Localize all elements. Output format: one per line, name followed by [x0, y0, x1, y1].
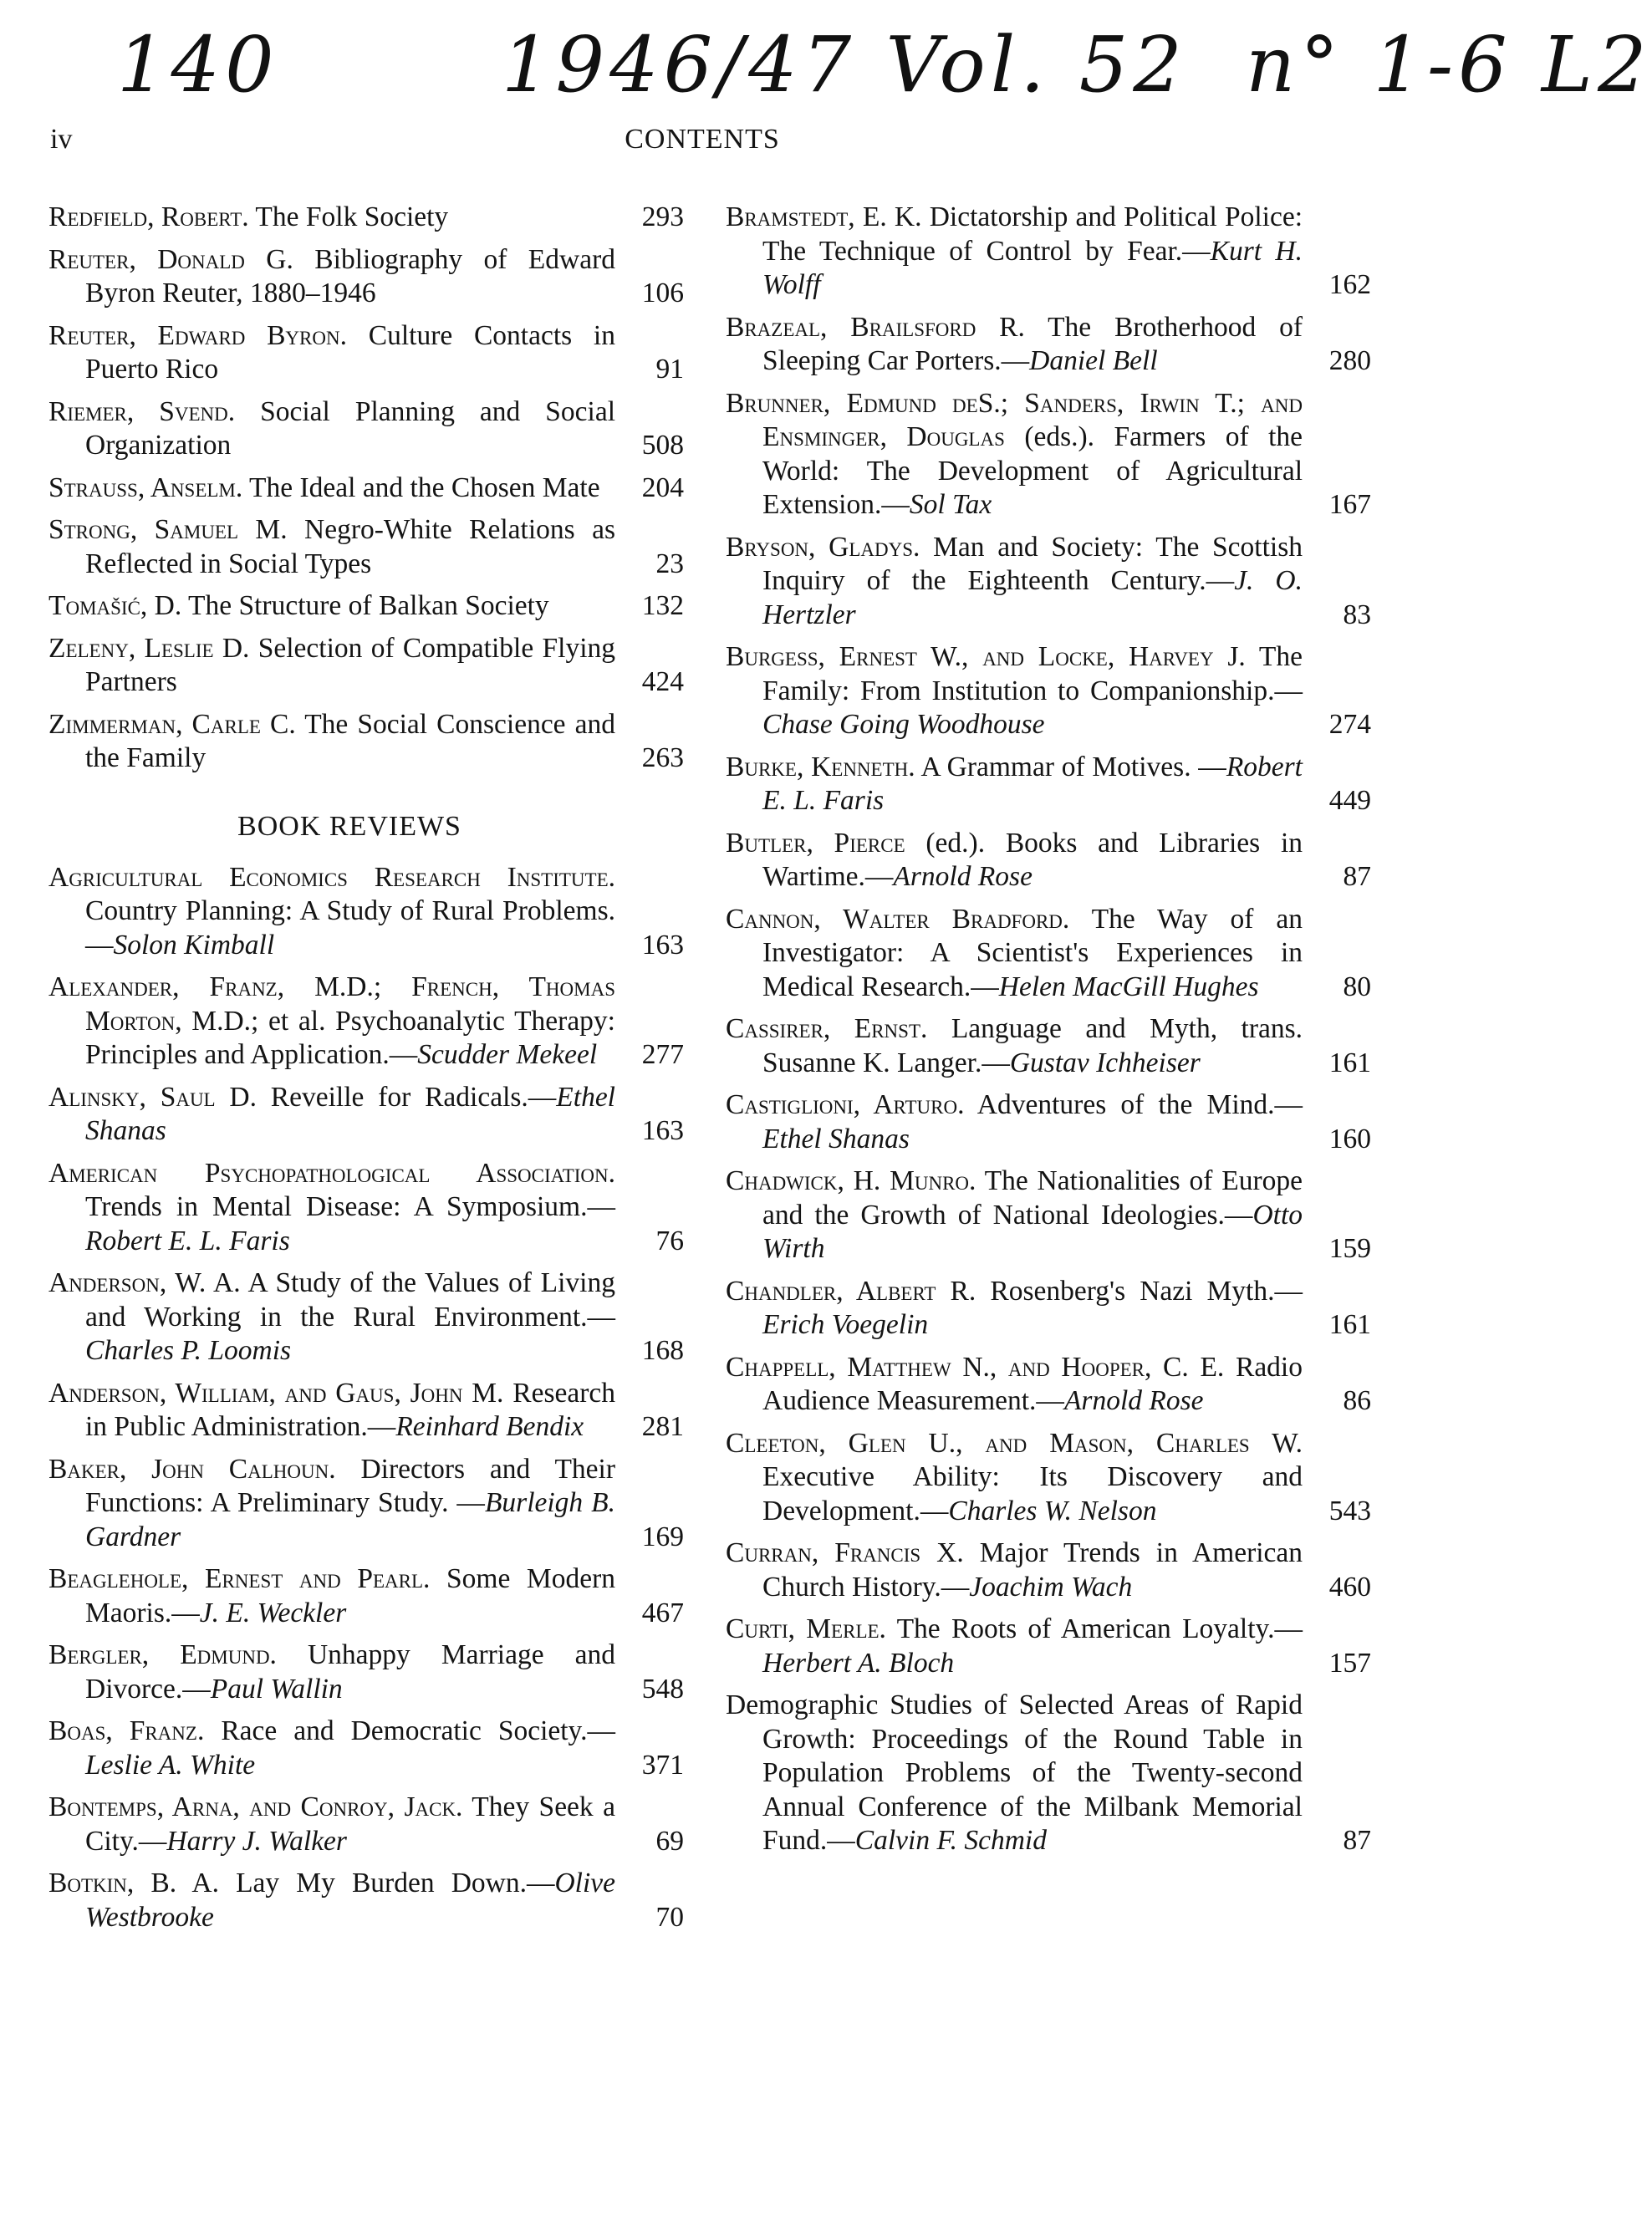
- entry-page-number: 80: [1343, 971, 1371, 1002]
- toc-entry: [726, 311, 1371, 379]
- toc-entry: [726, 640, 1371, 742]
- entry-author: Botkin, B. A.: [48, 1868, 219, 1898]
- entry-title: The Family: From Institution to Companionship.—: [762, 641, 1303, 706]
- toc-entry: [48, 1266, 684, 1368]
- entry-reviewer: Helen MacGill Hughes: [998, 971, 1259, 1002]
- entry-title: Culture Contacts in Puerto Rico: [85, 319, 615, 385]
- toc-entry: [48, 201, 684, 235]
- entry-page-number: 162: [1328, 269, 1371, 300]
- entry-page-number: 293: [641, 201, 684, 232]
- toc-entry: [48, 471, 684, 506]
- toc-entry: [726, 1165, 1371, 1266]
- entry-page-number: 371: [641, 1749, 684, 1781]
- entry-title: Trends in Mental Disease: A Symposium.—: [85, 1191, 615, 1222]
- entry-page-number: 467: [641, 1597, 684, 1628]
- toc-entry: [726, 1275, 1371, 1343]
- toc-entry: [726, 1012, 1371, 1080]
- toc-entry: [726, 1351, 1371, 1419]
- entry-reviewer: Harry J. Walker: [166, 1825, 347, 1857]
- entry-title: Directors and Their Functions: A Preliminary Study. —: [85, 1453, 616, 1518]
- entry-page-number: 160: [1328, 1123, 1371, 1154]
- entry-reviewer: Reinhard Bendix: [395, 1411, 584, 1442]
- entry-title: They Seek a City.—: [85, 1791, 615, 1857]
- entry-page-number: 23: [655, 548, 684, 579]
- entry-reviewer: Erich Voegelin: [762, 1309, 929, 1340]
- toc-entry: [48, 1867, 684, 1934]
- entry-author: Bryson, Gladys.: [726, 531, 920, 563]
- toc-entry: [726, 1537, 1371, 1604]
- entry-reviewer: Robert E. L. Faris: [762, 751, 1303, 816]
- entry-author: Baker, John Calhoun.: [48, 1453, 336, 1485]
- entry-page-number: 280: [1328, 345, 1371, 376]
- entry-title: The Social Conscience and the Family: [85, 708, 615, 773]
- entry-title: Executive Ability: Its Discovery and Development.—: [762, 1461, 1303, 1526]
- handwritten-annotation: [117, 15, 1652, 115]
- entry-author: Brazeal, Brailsford R.: [726, 311, 1025, 343]
- entry-page-number: 86: [1343, 1385, 1371, 1416]
- entry-author: Zimmerman, Carle C.: [48, 708, 296, 740]
- toc-entry: [48, 1377, 684, 1445]
- toc-entry: [48, 861, 684, 963]
- entry-reviewer: Chase Going Woodhouse: [762, 709, 1045, 740]
- entry-page-number: 159: [1328, 1233, 1371, 1264]
- entry-page-number: 91: [655, 354, 684, 385]
- entry-page-number: 106: [641, 278, 684, 308]
- entry-page-number: 70: [655, 1901, 684, 1933]
- entry-author: Zeleny, Leslie D.: [48, 632, 250, 664]
- entry-reviewer: Charles W. Nelson: [948, 1495, 1157, 1526]
- toc-entry: [726, 1689, 1371, 1858]
- toc-entry: [48, 589, 684, 624]
- entry-author: Boas, Franz.: [48, 1715, 205, 1746]
- review-list: [726, 201, 1371, 1858]
- entry-title: Some Modern Maoris.—: [85, 1563, 615, 1628]
- toc-entry: [48, 243, 684, 311]
- entry-author: Bergler, Edmund.: [48, 1639, 277, 1670]
- entry-author: Curti, Merle.: [726, 1613, 886, 1644]
- entry-title: Unhappy Marriage and Divorce.—: [85, 1639, 616, 1705]
- entry-title: Reveille for Radicals.—: [270, 1081, 557, 1113]
- entry-title: Language and Myth, trans. Susanne K. Langer.—: [762, 1013, 1303, 1078]
- entry-author: Burke, Kenneth.: [726, 751, 915, 782]
- entry-reviewer: Leslie A. White: [85, 1749, 256, 1781]
- entry-reviewer: Charles P. Loomis: [85, 1335, 292, 1366]
- entry-title: Selection of Compatible Flying Partners: [85, 632, 615, 697]
- entry-page-number: 263: [641, 742, 684, 773]
- entry-reviewer: Olive Westbrooke: [85, 1868, 615, 1933]
- entry-title: (eds.). Farmers of the World: The Development of Agricultural Extension.—: [762, 421, 1303, 520]
- toc-entry: [726, 387, 1371, 522]
- entry-reviewer: Joachim Wach: [969, 1571, 1133, 1603]
- running-head: [50, 124, 1354, 166]
- entry-title: Research in Public Administration.—: [85, 1377, 615, 1442]
- toc-entry: [726, 201, 1371, 303]
- entry-author: Reuter, Donald G.: [48, 243, 293, 275]
- toc-entry: [48, 1081, 684, 1149]
- entry-author: Brunner, Edmund deS.; Sanders, Irwin T.; and Ensminger, Douglas: [726, 387, 1303, 452]
- entry-page-number: 424: [641, 666, 684, 697]
- entry-author: Chandler, Albert R.: [726, 1275, 976, 1307]
- right-column: [726, 201, 1371, 1867]
- entry-author: Anderson, William, and Gaus, John M.: [48, 1377, 504, 1409]
- entry-author: Anderson, W. A.: [48, 1267, 241, 1298]
- entry-reviewer: Otto Wirth: [762, 1199, 1303, 1264]
- entry-title: Country Planning: A Study of Rural Problems.—: [85, 895, 615, 961]
- entry-reviewer: Robert E. L. Faris: [85, 1225, 290, 1256]
- entry-author: Cassirer, Ernst.: [726, 1013, 928, 1044]
- toc-entry: [48, 395, 684, 463]
- entry-title: The Nationalities of Europe and the Growth of National Ideologies.—: [762, 1165, 1303, 1231]
- toc-entry: [48, 319, 684, 387]
- entry-author: Alinsky, Saul D.: [48, 1081, 257, 1113]
- page-title: CONTENTS: [625, 124, 780, 155]
- entry-author: Cannon, Walter Bradford.: [726, 903, 1070, 935]
- entry-page-number: 132: [641, 590, 684, 621]
- entry-page-number: 548: [641, 1673, 684, 1705]
- entry-reviewer: Herbert A. Bloch: [762, 1647, 955, 1679]
- entry-page-number: 69: [655, 1825, 684, 1857]
- entry-page-number: 157: [1328, 1647, 1371, 1679]
- toc-entry: [48, 1638, 684, 1706]
- entry-page-number: 163: [641, 929, 684, 961]
- entry-title: The Way of an Investigator: A Scientist's Experiences in Medical Research.—: [762, 903, 1303, 1002]
- entry-title: Demographic Studies of Selected Areas of Rapid Growth: Proceedings of the Round Table in Population Problems of the Twenty-second Annual Conference of the Milbank Memorial Fund.—: [726, 1689, 1303, 1856]
- entry-title: The Folk Society: [255, 201, 449, 232]
- entry-title: (ed.). Books and Libraries in Wartime.—: [762, 827, 1303, 892]
- entry-title: Man and Society: The Scottish Inquiry of the Eighteenth Century.—: [762, 531, 1303, 596]
- entry-title: Social Planning and Social Organization: [85, 395, 616, 461]
- entry-page-number: 277: [641, 1039, 684, 1070]
- toc-entry: [48, 1453, 684, 1555]
- entry-title: Bibliography of Edward Byron Reuter, 1880–1946: [85, 243, 615, 308]
- entry-title: Rosenberg's Nazi Myth.—: [990, 1275, 1303, 1307]
- toc-entry: [726, 1427, 1371, 1529]
- review-list: [48, 861, 684, 1935]
- toc-entry: [726, 1613, 1371, 1680]
- entry-title: The Ideal and the Chosen Mate: [249, 471, 600, 503]
- entry-author: Beaglehole, Ernest and Pearl.: [48, 1563, 431, 1594]
- entry-reviewer: Solon Kimball: [113, 929, 275, 961]
- entry-title: Race and Democratic Society.—: [221, 1715, 615, 1746]
- entry-author: Bramstedt, E. K.: [726, 201, 922, 232]
- entry-page-number: 281: [641, 1411, 684, 1442]
- toc-entry: [726, 827, 1371, 894]
- handwritten-issues: n° 1-6 L2: [1246, 20, 1652, 110]
- entry-reviewer: Kurt H. Wolff: [762, 235, 1303, 300]
- toc-entry: [48, 1157, 684, 1259]
- toc-entry: [48, 1791, 684, 1858]
- article-list: [48, 201, 684, 776]
- entry-author: Curran, Francis X.: [726, 1537, 964, 1568]
- toc-entry: [726, 751, 1371, 818]
- entry-title: A Grammar of Motives. —: [920, 751, 1226, 782]
- entry-reviewer: Arnold Rose: [1063, 1385, 1204, 1416]
- entry-page-number: 168: [641, 1335, 684, 1366]
- entry-author: Reuter, Edward Byron.: [48, 319, 347, 351]
- toc-entry: [726, 903, 1371, 1005]
- entry-reviewer: Calvin F. Schmid: [854, 1825, 1047, 1856]
- toc-entry: [48, 971, 684, 1073]
- entry-page-number: 543: [1328, 1495, 1371, 1526]
- toc-entry: [48, 1562, 684, 1630]
- entry-title: The Roots of American Loyalty.—: [896, 1613, 1303, 1644]
- entry-page-number: 508: [641, 430, 684, 461]
- entry-page-number: 76: [655, 1225, 684, 1256]
- entry-title: Lay My Burden Down.—: [236, 1868, 555, 1898]
- entry-author: Redfield, Robert.: [48, 201, 249, 232]
- entry-author: Bontemps, Arna, and Conroy, Jack.: [48, 1791, 463, 1822]
- entry-page-number: 167: [1328, 489, 1371, 520]
- entry-page-number: 161: [1328, 1309, 1371, 1340]
- entry-author: Strauss, Anselm.: [48, 471, 243, 503]
- entry-title: The Brotherhood of Sleeping Car Porters.—: [762, 311, 1303, 376]
- toc-entry: [48, 708, 684, 776]
- entry-title: et al. Psychoanalytic Therapy: Principles and Application.—: [85, 1005, 615, 1070]
- entry-title: Negro-White Relations as Reflected in Social Types: [85, 514, 615, 579]
- toc-entry: [726, 1088, 1371, 1156]
- entry-reviewer: Arnold Rose: [893, 861, 1032, 892]
- entry-page-number: 169: [641, 1521, 684, 1552]
- entry-page-number: 274: [1328, 709, 1371, 740]
- page-number: iv: [50, 124, 73, 155]
- entry-page-number: 204: [641, 471, 684, 503]
- entry-page-number: 460: [1328, 1571, 1371, 1603]
- entry-reviewer: J. E. Weckler: [199, 1597, 347, 1628]
- entry-author: Butler, Pierce: [726, 827, 905, 859]
- entry-reviewer: Ethel Shanas: [762, 1123, 910, 1154]
- toc-entry: [48, 632, 684, 700]
- entry-author: Tomašić, D.: [48, 590, 182, 621]
- entry-reviewer: Daniel Bell: [1029, 345, 1158, 376]
- entry-page-number: 87: [1343, 861, 1371, 892]
- entry-title: The Structure of Balkan Society: [188, 590, 549, 621]
- entry-title: Radio Audience Measurement.—: [762, 1351, 1303, 1416]
- entry-page-number: 163: [641, 1115, 684, 1146]
- entry-title: A Study of the Values of Living and Working in the Rural Environment.—: [85, 1267, 615, 1333]
- entry-author: Agricultural Economics Research Institute.: [48, 861, 615, 893]
- entry-author: Chappell, Matthew N., and Hooper, C. E.: [726, 1351, 1225, 1383]
- entry-title: Dictatorship and Political Police: The Technique of Control by Fear.—: [762, 201, 1303, 267]
- entry-page-number: 83: [1343, 599, 1371, 630]
- entry-author: Alexander, Franz, M.D.; French, Thomas Morton, M.D.;: [48, 971, 615, 1037]
- handwritten-number: 140: [117, 20, 279, 110]
- entry-page-number: 161: [1328, 1047, 1371, 1078]
- entry-title: Adventures of the Mind.—: [976, 1089, 1303, 1120]
- entry-reviewer: Paul Wallin: [210, 1673, 343, 1705]
- entry-author: Riemer, Svend.: [48, 395, 236, 427]
- entry-reviewer: Burleigh B. Gardner: [85, 1487, 615, 1552]
- left-column: [48, 201, 684, 1943]
- entry-reviewer: Scudder Mekeel: [417, 1039, 598, 1070]
- entry-author: Castiglioni, Arturo.: [726, 1089, 965, 1120]
- handwritten-volume: 1946/47 Vol. 52: [502, 20, 1187, 110]
- entry-reviewer: Sol Tax: [909, 489, 992, 520]
- entry-page-number: 87: [1343, 1825, 1371, 1856]
- entry-page-number: 449: [1328, 785, 1371, 816]
- entry-author: Chadwick, H. Munro.: [726, 1165, 976, 1196]
- toc-entry: [726, 531, 1371, 633]
- entry-reviewer: J. O. Hertzler: [762, 565, 1303, 630]
- entry-reviewer: Gustav Ichheiser: [1009, 1047, 1201, 1078]
- entry-reviewer: Ethel Shanas: [85, 1081, 615, 1146]
- entry-author: American Psychopathological Association.: [48, 1157, 615, 1189]
- entry-title: Major Trends in American Church History.—: [762, 1537, 1303, 1603]
- toc-entry: [48, 1715, 684, 1782]
- entry-author: Burgess, Ernest W., and Locke, Harvey J.: [726, 641, 1246, 672]
- section-heading-book-reviews: BOOK REVIEWS: [237, 810, 461, 842]
- toc-entry: [48, 513, 684, 581]
- entry-author: Strong, Samuel M.: [48, 514, 288, 545]
- entry-author: Cleeton, Glen U., and Mason, Charles W.: [726, 1427, 1303, 1459]
